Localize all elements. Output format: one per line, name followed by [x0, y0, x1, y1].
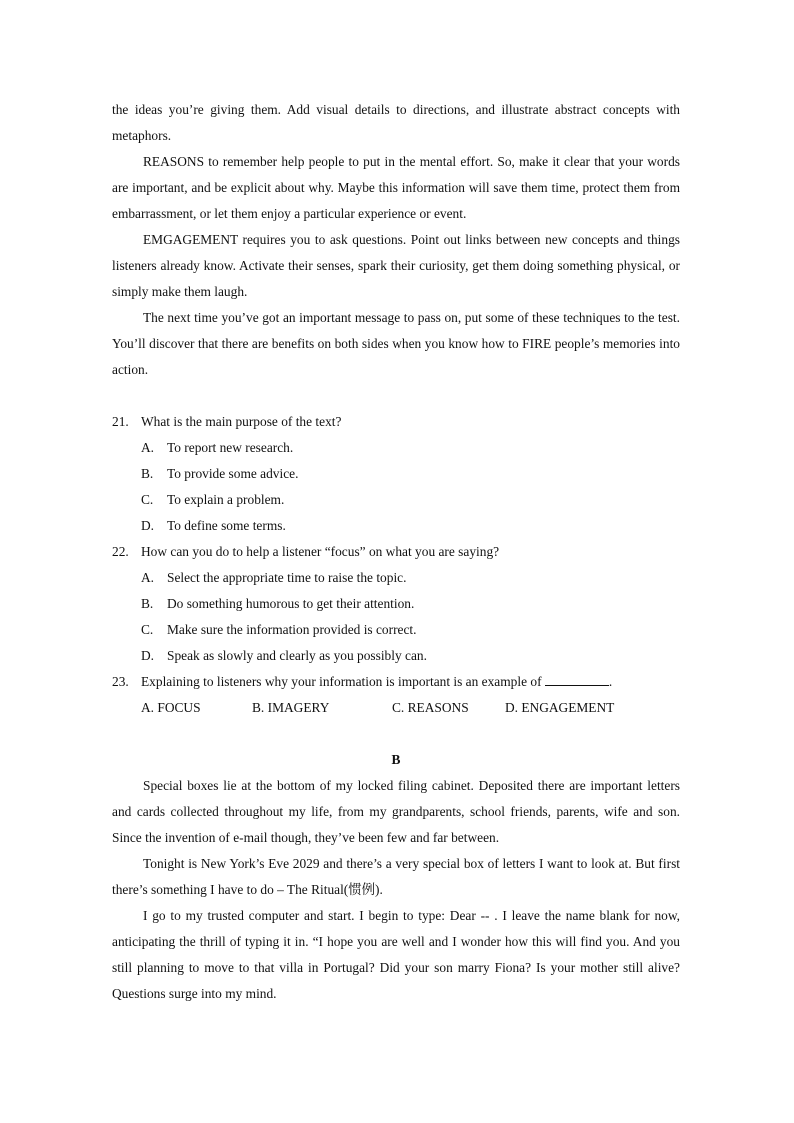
question-text: How can you do to help a listener “focus” on what you are saying? [141, 544, 500, 559]
option-letter: A. [141, 570, 155, 585]
document-page [112, 97, 680, 1007]
option-text: To explain a problem. [167, 492, 285, 507]
option-text: Speak as slowly and clearly as you possibly can. [167, 648, 427, 663]
option-21-a [112, 435, 680, 461]
option-23-a: A. FOCUS [141, 700, 201, 715]
option-23-c: C. REASONS [392, 700, 469, 715]
passage-a-paragraph-3: EMGAGEMENT requires you to ask questions. Point out links between new concepts and things listeners already know. Activate their senses, spark their curiosity, get them doing something physical, or simply make them laugh. [112, 232, 680, 299]
spacer [112, 383, 680, 409]
passage-a-paragraph-2: REASONS to remember help people to put in the mental effort. So, make it clear that your words are important, and be explicit about why. Maybe this information will save them time, protect them from embarrassment, or let them enjoy a particular experience or event. [112, 154, 680, 221]
options-23 [112, 695, 680, 721]
question-21 [112, 409, 680, 435]
option-text: Select the appropriate time to raise the topic. [167, 570, 407, 585]
passage-b-paragraph-3: I go to my trusted computer and start. I begin to type: Dear -- . I leave the name blank for now, anticipating the thrill of typing it in. “I hope you are well and I wonder how this will find you. And you still planning to move to that villa in Portugal? Did your son marry Fiona? Is your mother still alive? Questions surge into my mind. [112, 908, 680, 1001]
question-text-body: Explaining to listeners why your information is important is an example of [141, 674, 542, 689]
option-letter: C. [141, 492, 154, 507]
answer-blank [545, 672, 609, 686]
option-text: Do something humorous to get their attention. [167, 596, 415, 611]
question-23 [112, 669, 680, 695]
passage-b-paragraph-2: Tonight is New York’s Eve 2029 and there’s a very special box of letters I want to look at. But first there’s something I have to do – The Ritual(惯例). [112, 856, 680, 897]
option-letter: D. [141, 648, 155, 663]
option-21-c [112, 487, 680, 513]
option-letter: A. [141, 440, 155, 455]
passage-a-paragraph-4: The next time you’ve got an important message to pass on, put some of these techniques to the test. You’ll discover that there are benefits on both sides when you know how to FIRE people’s memories into action. [112, 310, 680, 377]
question-text [141, 669, 680, 695]
question-number: 23. [112, 674, 129, 689]
option-22-a [112, 565, 680, 591]
option-text: To report new research. [167, 440, 294, 455]
option-text: To provide some advice. [167, 466, 299, 481]
option-text: Make sure the information provided is correct. [167, 622, 417, 637]
option-23-b: B. IMAGERY [252, 700, 330, 715]
passage-b-paragraph-1: Special boxes lie at the bottom of my locked filing cabinet. Deposited there are important letters and cards collected throughout my life, from my grandparents, school friends, parents, wife and son. Since the invention of e-mail though, they’ve been few and far between. [112, 778, 680, 845]
question-22 [112, 539, 680, 565]
spacer [112, 721, 680, 747]
passage-a-paragraph-1: the ideas you’re giving them. Add visual details to directions, and illustrate abstract concepts with metaphors. [112, 102, 680, 143]
question-number: 22. [112, 544, 129, 559]
question-text-end: . [608, 674, 613, 689]
option-letter: B. [141, 466, 154, 481]
section-title-b: B [391, 752, 401, 767]
option-letter: D. [141, 518, 155, 533]
option-22-d [112, 643, 680, 669]
option-21-d [112, 513, 680, 539]
question-text: What is the main purpose of the text? [141, 414, 342, 429]
option-23-d: D. ENGAGEMENT [505, 700, 615, 715]
option-21-b [112, 461, 680, 487]
option-letter: C. [141, 622, 154, 637]
option-22-b [112, 591, 680, 617]
option-letter: B. [141, 596, 154, 611]
question-number: 21. [112, 414, 129, 429]
option-22-c [112, 617, 680, 643]
option-text: To define some terms. [167, 518, 286, 533]
